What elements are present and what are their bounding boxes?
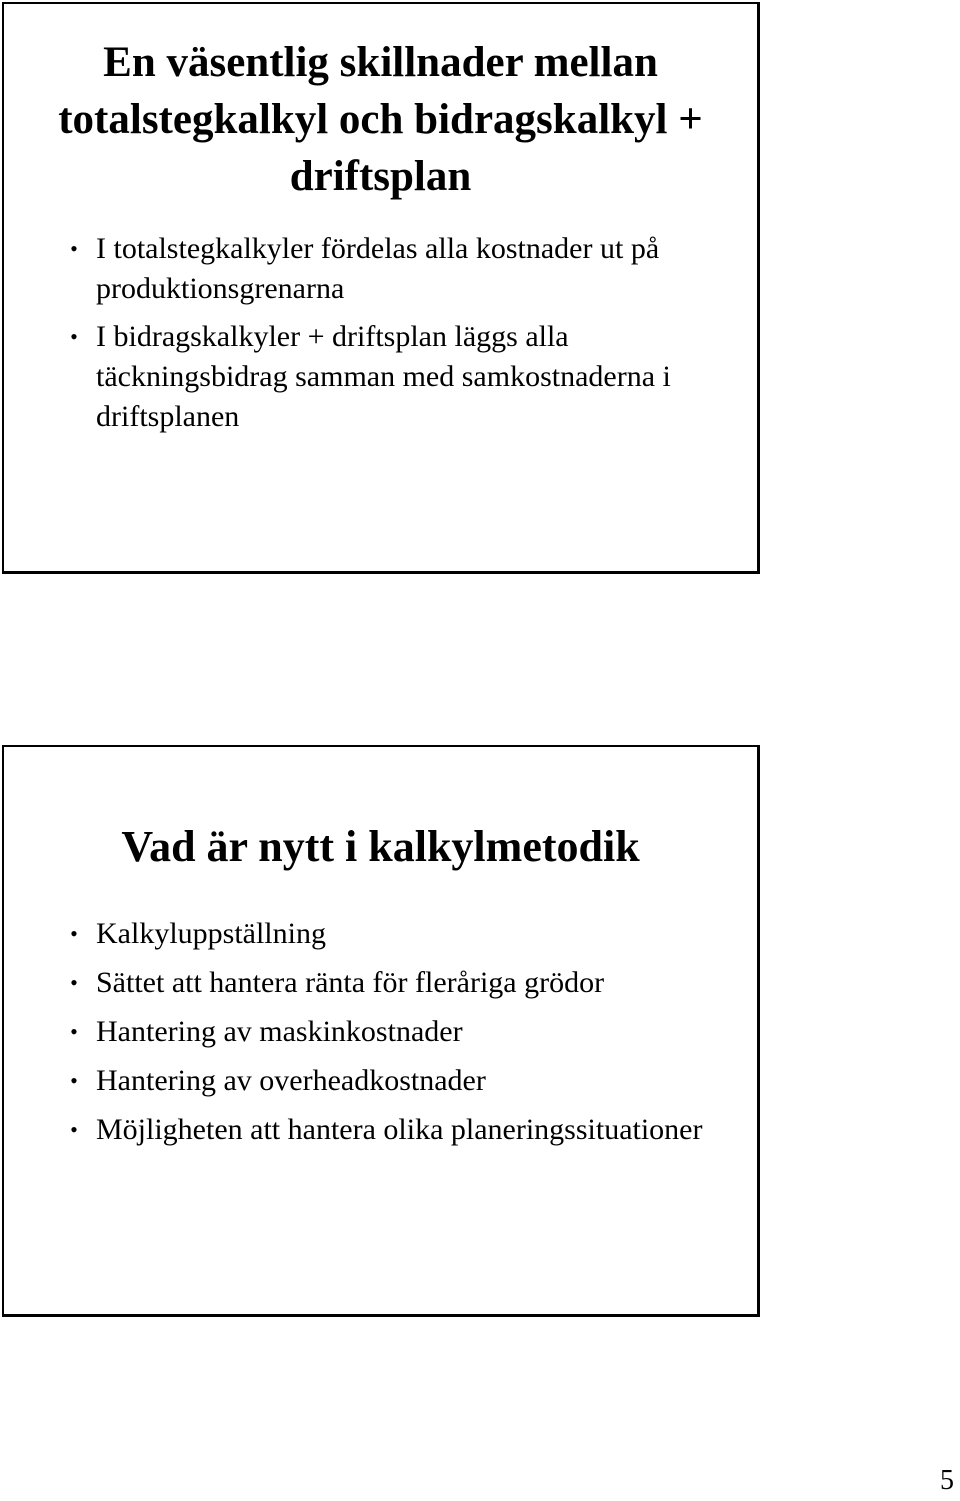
slide-2 bbox=[2, 745, 760, 1317]
bullet-text: Möjligheten att hantera olika planeringssituationer bbox=[96, 1113, 703, 1146]
list-item bbox=[64, 963, 737, 1003]
slide-2-title: Vad är nytt i kalkylmetodik bbox=[121, 822, 640, 871]
bullet-icon: • bbox=[70, 970, 78, 995]
list-item bbox=[64, 1061, 737, 1101]
page-number: 5 bbox=[940, 1465, 954, 1496]
bullet-icon: • bbox=[70, 324, 78, 349]
bullet-icon: • bbox=[70, 1019, 78, 1044]
list-item bbox=[64, 1012, 737, 1052]
bullet-text: Kalkyluppställning bbox=[96, 917, 326, 950]
bullet-text: I bidragskalkyler + driftsplan läggs alla täckningsbidrag samman med samkostnaderna i driftsplanen bbox=[96, 320, 671, 433]
bullet-text: I totalstegkalkyler fördelas alla kostnader ut på produktionsgrenarna bbox=[96, 232, 660, 305]
slide-1-title: En väsentlig skillnader mellan totalstegkalkyl och bidragskalkyl + driftsplan bbox=[58, 39, 703, 200]
bullet-text: Hantering av overheadkostnader bbox=[96, 1064, 486, 1097]
bullet-icon: • bbox=[70, 921, 78, 946]
slide-1-bullet-list bbox=[64, 229, 737, 445]
bullet-text: Hantering av maskinkostnader bbox=[96, 1015, 463, 1048]
list-item bbox=[64, 1110, 737, 1150]
list-item bbox=[64, 914, 737, 954]
slide-2-bullet-list bbox=[64, 914, 737, 1159]
list-item bbox=[64, 229, 737, 309]
bullet-text: Sättet att hantera ränta för fleråriga grödor bbox=[96, 966, 605, 999]
list-item bbox=[64, 317, 737, 437]
slide-1 bbox=[2, 2, 760, 574]
bullet-icon: • bbox=[70, 236, 78, 261]
bullet-icon: • bbox=[70, 1117, 78, 1142]
bullet-icon: • bbox=[70, 1068, 78, 1093]
